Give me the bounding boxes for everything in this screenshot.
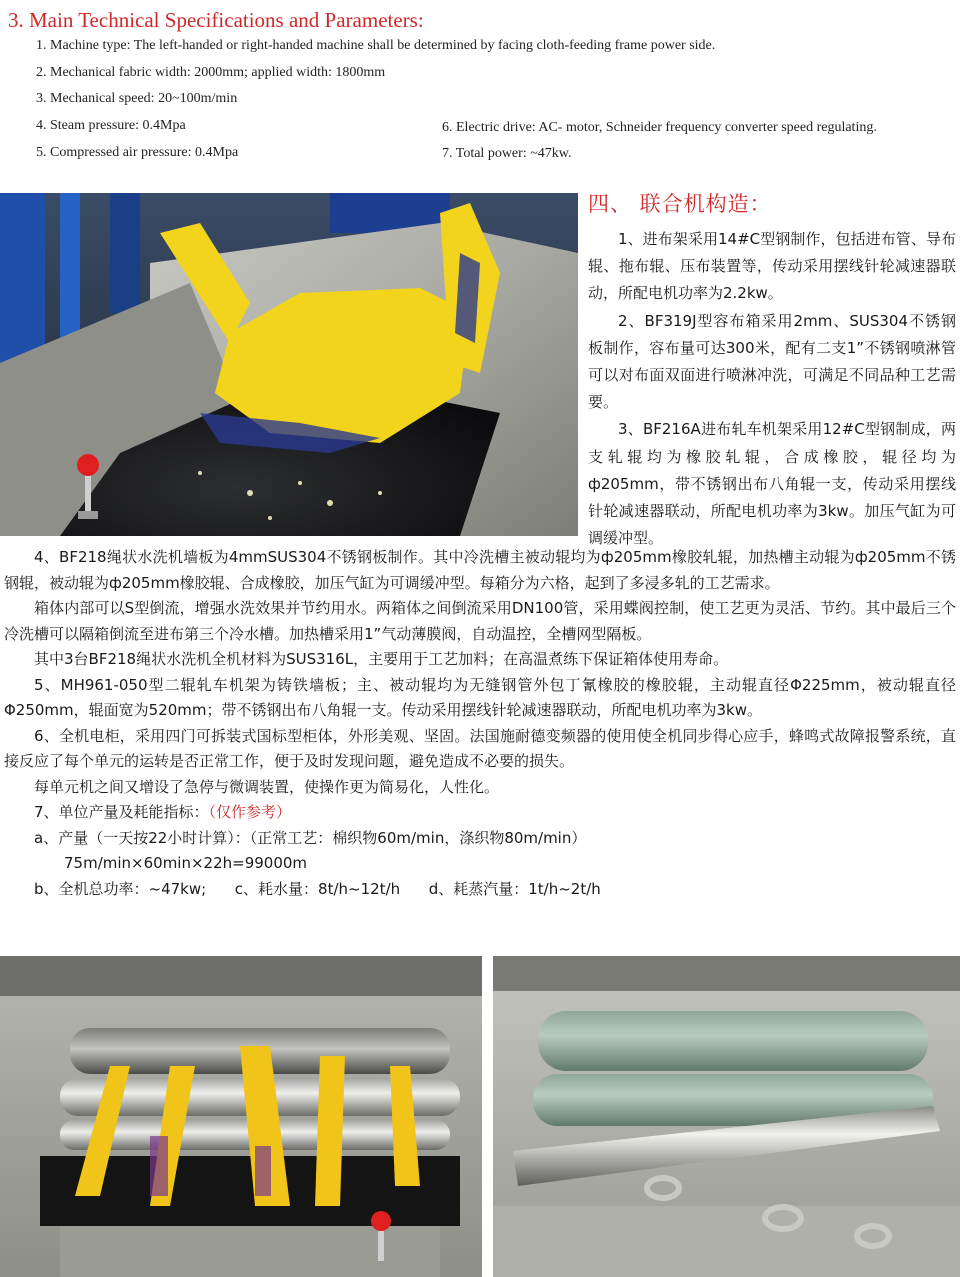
item7-note: （仅作参考） bbox=[208, 803, 292, 821]
structure-title: 四、 联合机构造： bbox=[588, 192, 772, 216]
body-paragraph: 其中3台BF218绳状水洗机全机材料为SUS316L，主要用于工艺加料；在高温煮练下保证箱体使用寿命。 bbox=[34, 650, 729, 668]
cloth-tank-photo bbox=[0, 193, 578, 536]
spec-line: 7. Total power: ~47kw. bbox=[442, 146, 572, 161]
rope-washer-photo bbox=[0, 956, 482, 1277]
body-paragraph: 6、全机电柜，采用四门可拆装式国标型柜体，外形美观、坚固。法国施耐德变频器的使用使全机同步得心应手，蜂鸣式故障报警系统，直接反应了每个单元的运转是否正常工作，便于及时发现问题，避免造成不必要的损失。 bbox=[4, 726, 956, 770]
item-a: a、产量（一天按22小时计算）：（正常工艺：棉织物60m/min，涤织物80m/min） bbox=[34, 828, 587, 847]
item-a-calc: 75m/min×60min×22h=99000m bbox=[64, 854, 308, 872]
spec-line: 5. Compressed air pressure: 0.4Mpa bbox=[36, 145, 239, 160]
spec-heading: 3. Main Technical Specifications and Parameters: bbox=[8, 8, 424, 32]
body-paragraph: 5、MH961-050型二辊轧车机架为铸铁墙板；主、被动辊均为无缝钢管外包丁氰橡胶的橡胶辊，主动辊直径Φ225mm，被动辊直径Φ250mm，辊面宽为520mm；带不锈钢出布八角辊一支。传动采用摆线针轮减速器联动，所配电机功率为3kw。 bbox=[4, 675, 956, 719]
structure-column bbox=[588, 226, 956, 552]
body-paragraph: 4、BF218绳状水洗机墙板为4mmSUS304不锈钢板制作。其中冷洗槽主被动辊均为ф205mm橡胶轧辊，加热槽主动辊为ф205mm不锈钢辊，被动辊为ф205mm橡胶辊、合成橡胶，加压气缸为可调缓冲型。每箱分为六格，起到了多浸多轧的工艺需求。 bbox=[4, 548, 956, 592]
padder-rollers-photo bbox=[493, 956, 960, 1277]
structure-body bbox=[4, 545, 956, 902]
structure-paragraph: 2、BF319J型容布箱采用2mm、SUS304不锈钢板制作，容布量可达300米，配有二支1”不锈钢喷淋管可以对布面双面进行喷淋冲洗，可满足不同品种工艺需要。 bbox=[588, 311, 956, 412]
item7-line bbox=[4, 800, 956, 826]
spec-line: 2. Mechanical fabric width: 2000mm; applied width: 1800mm bbox=[36, 65, 386, 80]
spec-line: 6. Electric drive: AC- motor, Schneider frequency converter speed regulating. bbox=[442, 120, 877, 135]
structure-paragraph: 3、BF216A进布轧车机架采用12#C型钢制成，两支轧辊均为橡胶轧辊，合成橡胶，辊径均为ф205mm，带不锈钢出布八角辊一支，传动采用摆线针轮减速器联动，所配电机功率为3kw。加压气缸为可调缓冲型。 bbox=[588, 420, 956, 548]
spec-line: 1. Machine type: The left-handed or right-handed machine shall be determined by facing cloth-feeding frame power side. bbox=[36, 38, 716, 53]
body-paragraph: 箱体内部可以S型倒流，增强水洗效果并节约用水。两箱体之间倒流采用DN100管，采用蝶阀控制，使工艺更为灵活、节约。其中最后三个冷洗槽可以隔箱倒流至进布第三个冷水槽。加热槽采用1”气动薄膜阀，自动温控，全槽网型隔板。 bbox=[4, 599, 956, 643]
item-b: b、全机总功率：~47kw; c、耗水量：8t/h~12t/h d、耗蒸汽量：1t/h~2t/h bbox=[34, 879, 601, 898]
body-paragraph: 每单元机之间又增设了急停与微调装置，使操作更为简易化，人性化。 bbox=[34, 777, 500, 796]
spec-line: 3. Mechanical speed: 20~100m/min bbox=[36, 91, 238, 106]
item7-label: 7、单位产量及耗能指标： bbox=[34, 803, 209, 821]
spec-line: 4. Steam pressure: 0.4Mpa bbox=[36, 118, 186, 133]
structure-paragraph: 1、进布架采用14#C型钢制作，包括进布管、导布辊、拖布辊、压布装置等，传动采用摆线针轮减速器联动，所配电机功率为2.2kw。 bbox=[588, 230, 956, 303]
